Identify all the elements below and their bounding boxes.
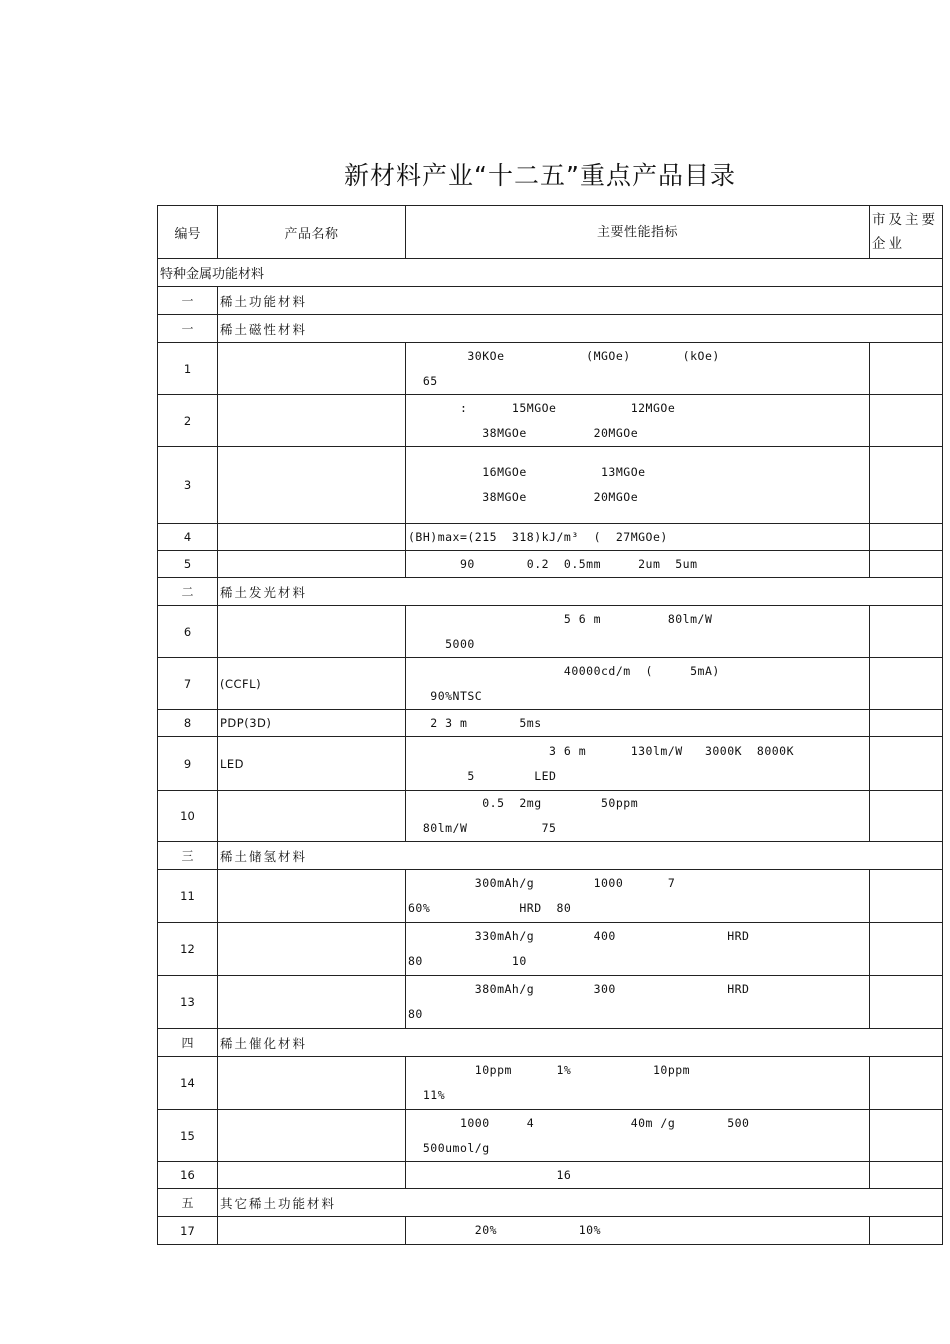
item-spec xyxy=(406,710,870,737)
category-name: 其它稀土功能材料 xyxy=(218,1189,943,1217)
spec-line: 80lm/W 75 xyxy=(408,821,557,835)
category-number: 二 xyxy=(158,578,218,606)
spec-line: 90 0.2 0.5mm 2um 5um xyxy=(408,556,698,571)
header-no: 编号 xyxy=(158,206,218,259)
category-row xyxy=(158,287,943,315)
spec-line: 65 xyxy=(408,373,453,388)
page-title: 新材料产业“十二五”重点产品目录 xyxy=(344,161,736,190)
item-spec xyxy=(406,1217,870,1245)
item-city xyxy=(870,524,943,551)
item-city xyxy=(870,870,943,923)
spec-line: 300mAh/g 1000 7 xyxy=(408,876,676,890)
item-name: LED xyxy=(218,737,406,791)
item-number: 13 xyxy=(158,976,218,1029)
table-row xyxy=(158,551,943,578)
spec-line: 2 3 m 5ms xyxy=(408,715,542,730)
item-spec xyxy=(406,737,870,791)
spec-line: 90%NTSC xyxy=(408,688,483,703)
item-city xyxy=(870,1110,943,1162)
item-city xyxy=(870,791,943,842)
table-row xyxy=(158,976,943,1029)
item-name xyxy=(218,976,406,1029)
item-name xyxy=(218,395,406,447)
item-spec xyxy=(406,524,870,551)
table-row xyxy=(158,658,943,710)
table-row xyxy=(158,343,943,395)
item-number: 4 xyxy=(158,524,218,551)
item-city xyxy=(870,606,943,658)
item-name xyxy=(218,447,406,524)
spec-line: : 15MGOe 12MGOe xyxy=(408,400,676,415)
item-spec xyxy=(406,870,870,923)
spec-line: 5 6 m 80lm/W xyxy=(408,611,713,626)
category-name: 稀土储氢材料 xyxy=(218,842,943,870)
product-catalog-table xyxy=(157,205,943,1245)
item-name xyxy=(218,524,406,551)
item-name xyxy=(218,870,406,923)
table-row xyxy=(158,1217,943,1245)
category-name: 稀土催化材料 xyxy=(218,1029,943,1057)
category-row xyxy=(158,1189,943,1217)
spec-line: 16 xyxy=(408,1167,602,1182)
spec-line: 20% 10% xyxy=(408,1223,602,1237)
spec-line: 330mAh/g 400 HRD xyxy=(408,929,750,943)
item-city xyxy=(870,710,943,737)
header-spec: 主要性能指标 xyxy=(406,206,870,259)
item-spec xyxy=(406,658,870,710)
spec-line: 80 10 xyxy=(408,954,535,968)
spec-line: 60% HRD 80 xyxy=(408,901,579,915)
spec-line: 5000 xyxy=(408,636,490,651)
item-spec xyxy=(406,1057,870,1110)
item-name xyxy=(218,923,406,976)
table-row xyxy=(158,447,943,524)
category-row xyxy=(158,578,943,606)
table-row xyxy=(158,791,943,842)
item-number: 16 xyxy=(158,1162,218,1189)
header-name: 产品名称 xyxy=(218,206,406,259)
item-spec xyxy=(406,976,870,1029)
item-number: 5 xyxy=(158,551,218,578)
table-row xyxy=(158,1162,943,1189)
table-row xyxy=(158,395,943,447)
category-row xyxy=(158,315,943,343)
item-city xyxy=(870,1217,943,1245)
table-row xyxy=(158,923,943,976)
item-city xyxy=(870,551,943,578)
item-name xyxy=(218,1217,406,1245)
section-title: 特种金属功能材料 xyxy=(158,259,943,287)
item-city xyxy=(870,976,943,1029)
item-city xyxy=(870,737,943,791)
item-name xyxy=(218,343,406,395)
item-city xyxy=(870,923,943,976)
spec-line: 380mAh/g 300 HRD xyxy=(408,982,750,996)
item-city xyxy=(870,1057,943,1110)
spec-line: 11% xyxy=(408,1088,446,1102)
spec-line: 16MGOe 13MGOe xyxy=(408,465,646,479)
item-number: 1 xyxy=(158,343,218,395)
item-number: 12 xyxy=(158,923,218,976)
item-number: 10 xyxy=(158,791,218,842)
item-number: 14 xyxy=(158,1057,218,1110)
spec-line: 38MGOe 20MGOe xyxy=(408,425,639,440)
item-number: 9 xyxy=(158,737,218,791)
item-spec xyxy=(406,1110,870,1162)
table-row xyxy=(158,870,943,923)
item-name xyxy=(218,551,406,578)
item-number: 15 xyxy=(158,1110,218,1162)
item-name xyxy=(218,1057,406,1110)
category-number: 三 xyxy=(158,842,218,870)
item-name xyxy=(218,791,406,842)
category-name: 稀土磁性材料 xyxy=(218,315,943,343)
item-number: 8 xyxy=(158,710,218,737)
category-number: 一 xyxy=(158,315,218,343)
spec-line: 80 xyxy=(408,1007,431,1021)
spec-line: 5 LED xyxy=(408,768,564,783)
item-spec xyxy=(406,606,870,658)
item-number: 2 xyxy=(158,395,218,447)
spec-line: 40000cd/m ( 5mA) xyxy=(408,663,720,678)
item-name xyxy=(218,606,406,658)
table-row xyxy=(158,1110,943,1162)
spec-line: 38MGOe 20MGOe xyxy=(408,490,639,504)
table-row xyxy=(158,710,943,737)
category-name: 稀土发光材料 xyxy=(218,578,943,606)
item-spec xyxy=(406,923,870,976)
spec-line: 0.5 2mg 50ppm xyxy=(408,796,639,810)
item-city xyxy=(870,1162,943,1189)
table-row xyxy=(158,1057,943,1110)
table-header-row xyxy=(158,206,943,259)
spec-line: 10ppm 1% 10ppm xyxy=(408,1063,691,1077)
spec-line: 30KOe (MGOe) (kOe) xyxy=(408,348,720,363)
table-row xyxy=(158,524,943,551)
item-city xyxy=(870,658,943,710)
item-number: 11 xyxy=(158,870,218,923)
spec-line: (BH)max=(215 318)kJ/m³ ( 27MGOe) xyxy=(408,529,668,544)
item-spec xyxy=(406,395,870,447)
item-number: 3 xyxy=(158,447,218,524)
item-spec xyxy=(406,1162,870,1189)
item-spec xyxy=(406,447,870,524)
item-city xyxy=(870,447,943,524)
spec-line: 3 6 m 130lm/W 3000K 8000K xyxy=(408,743,795,758)
category-name: 稀土功能材料 xyxy=(218,287,943,315)
table-row xyxy=(158,606,943,658)
spec-line: 1000 4 40m /g 500 xyxy=(408,1115,750,1130)
category-number: 四 xyxy=(158,1029,218,1057)
category-row xyxy=(158,1029,943,1057)
category-row xyxy=(158,842,943,870)
header-city: 市及主要企业 xyxy=(870,206,943,259)
item-number: 6 xyxy=(158,606,218,658)
item-name xyxy=(218,1162,406,1189)
table-row xyxy=(158,737,943,791)
spec-line: 500umol/g xyxy=(408,1140,490,1155)
item-name: PDP(3D) xyxy=(218,710,406,737)
item-spec xyxy=(406,551,870,578)
item-city xyxy=(870,343,943,395)
item-name xyxy=(218,1110,406,1162)
item-spec xyxy=(406,791,870,842)
item-number: 17 xyxy=(158,1217,218,1245)
category-number: 一 xyxy=(158,287,218,315)
section-row xyxy=(158,259,943,287)
item-city xyxy=(870,395,943,447)
category-number: 五 xyxy=(158,1189,218,1217)
item-number: 7 xyxy=(158,658,218,710)
item-name: (CCFL) xyxy=(218,658,406,710)
item-spec xyxy=(406,343,870,395)
